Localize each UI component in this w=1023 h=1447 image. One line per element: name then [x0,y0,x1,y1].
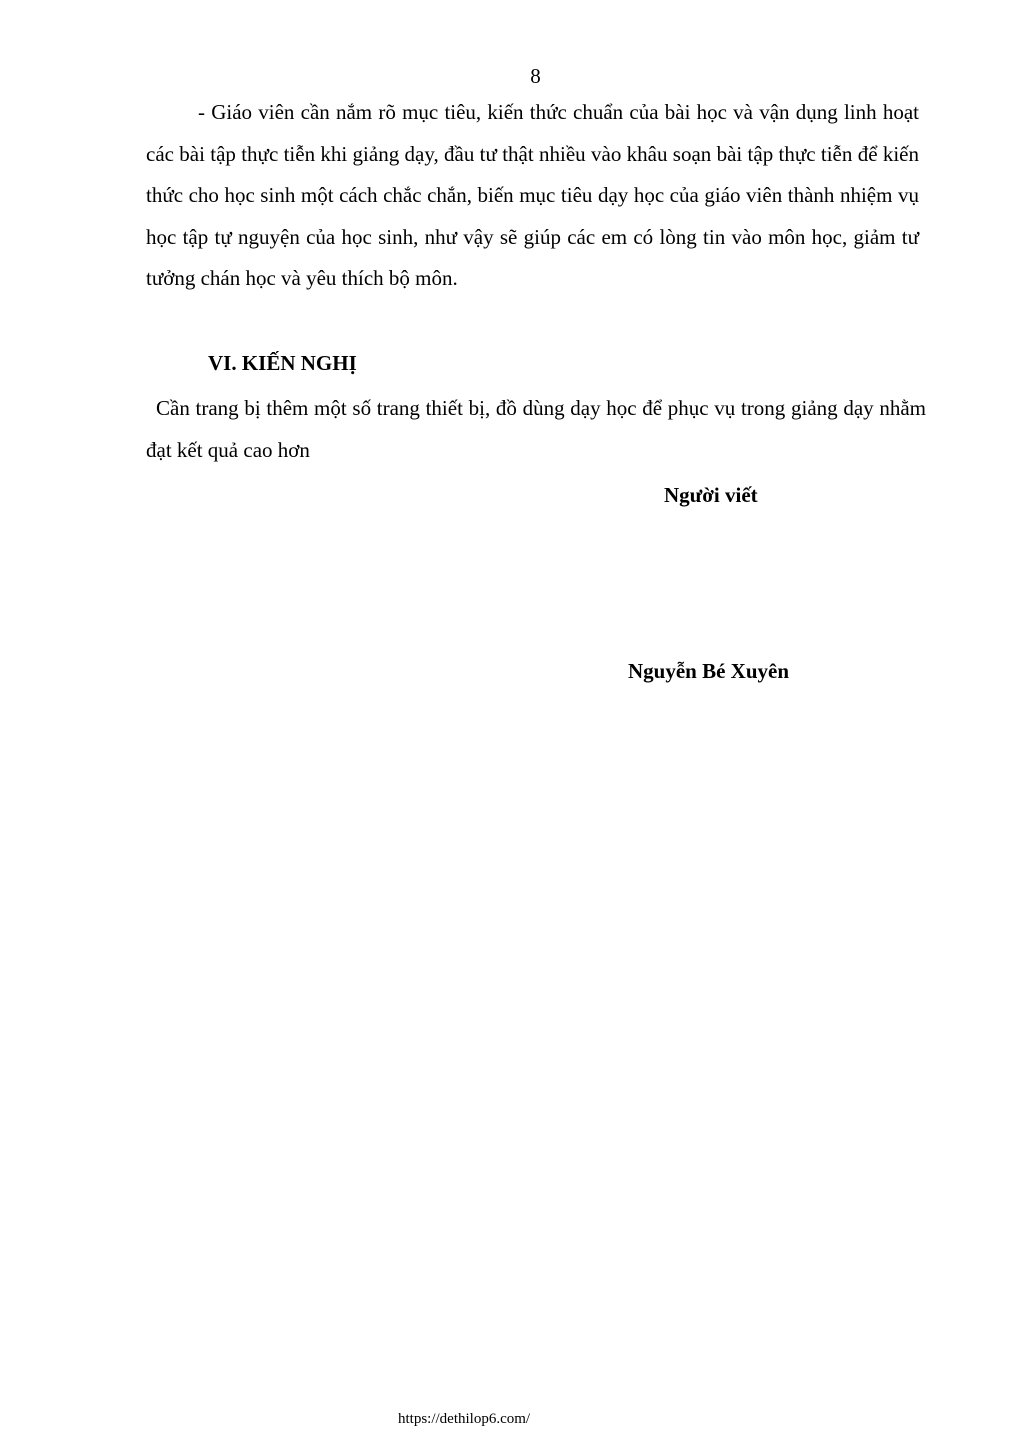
signature-title: Người viết [664,483,758,507]
signature-name: Nguyễn Bé Xuyên [628,659,790,683]
page-number: 8 [530,64,541,88]
section-heading-recommendations: VI. KIẾN NGHỊ [208,351,357,375]
body-paragraph-teacher-goals: - Giáo viên cần nắm rõ mục tiêu, kiến thức chuẩn của bài học và vận dụng linh hoạt các bài tập thực tiễn khi giảng dạy, đầu tư thật nhiều vào khâu soạn bài tập thực tiễn để kiến thức cho học sinh một cách chắc chắn, biến mục tiêu dạy học của giáo viên thành nhiệm vụ học tập tự nguyện của học sinh, như vậy sẽ giúp các em có lòng tin vào môn học, giảm tư tưởng chán học và yêu thích bộ môn. [146,100,919,290]
footer-url: https://dethilop6.com/ [398,1411,531,1427]
body-paragraph-recommendation: Cần trang bị thêm một số trang thiết bị, đồ dùng dạy học để phục vụ trong giảng dạy nhằm đạt kết quả cao hơn [146,396,926,462]
